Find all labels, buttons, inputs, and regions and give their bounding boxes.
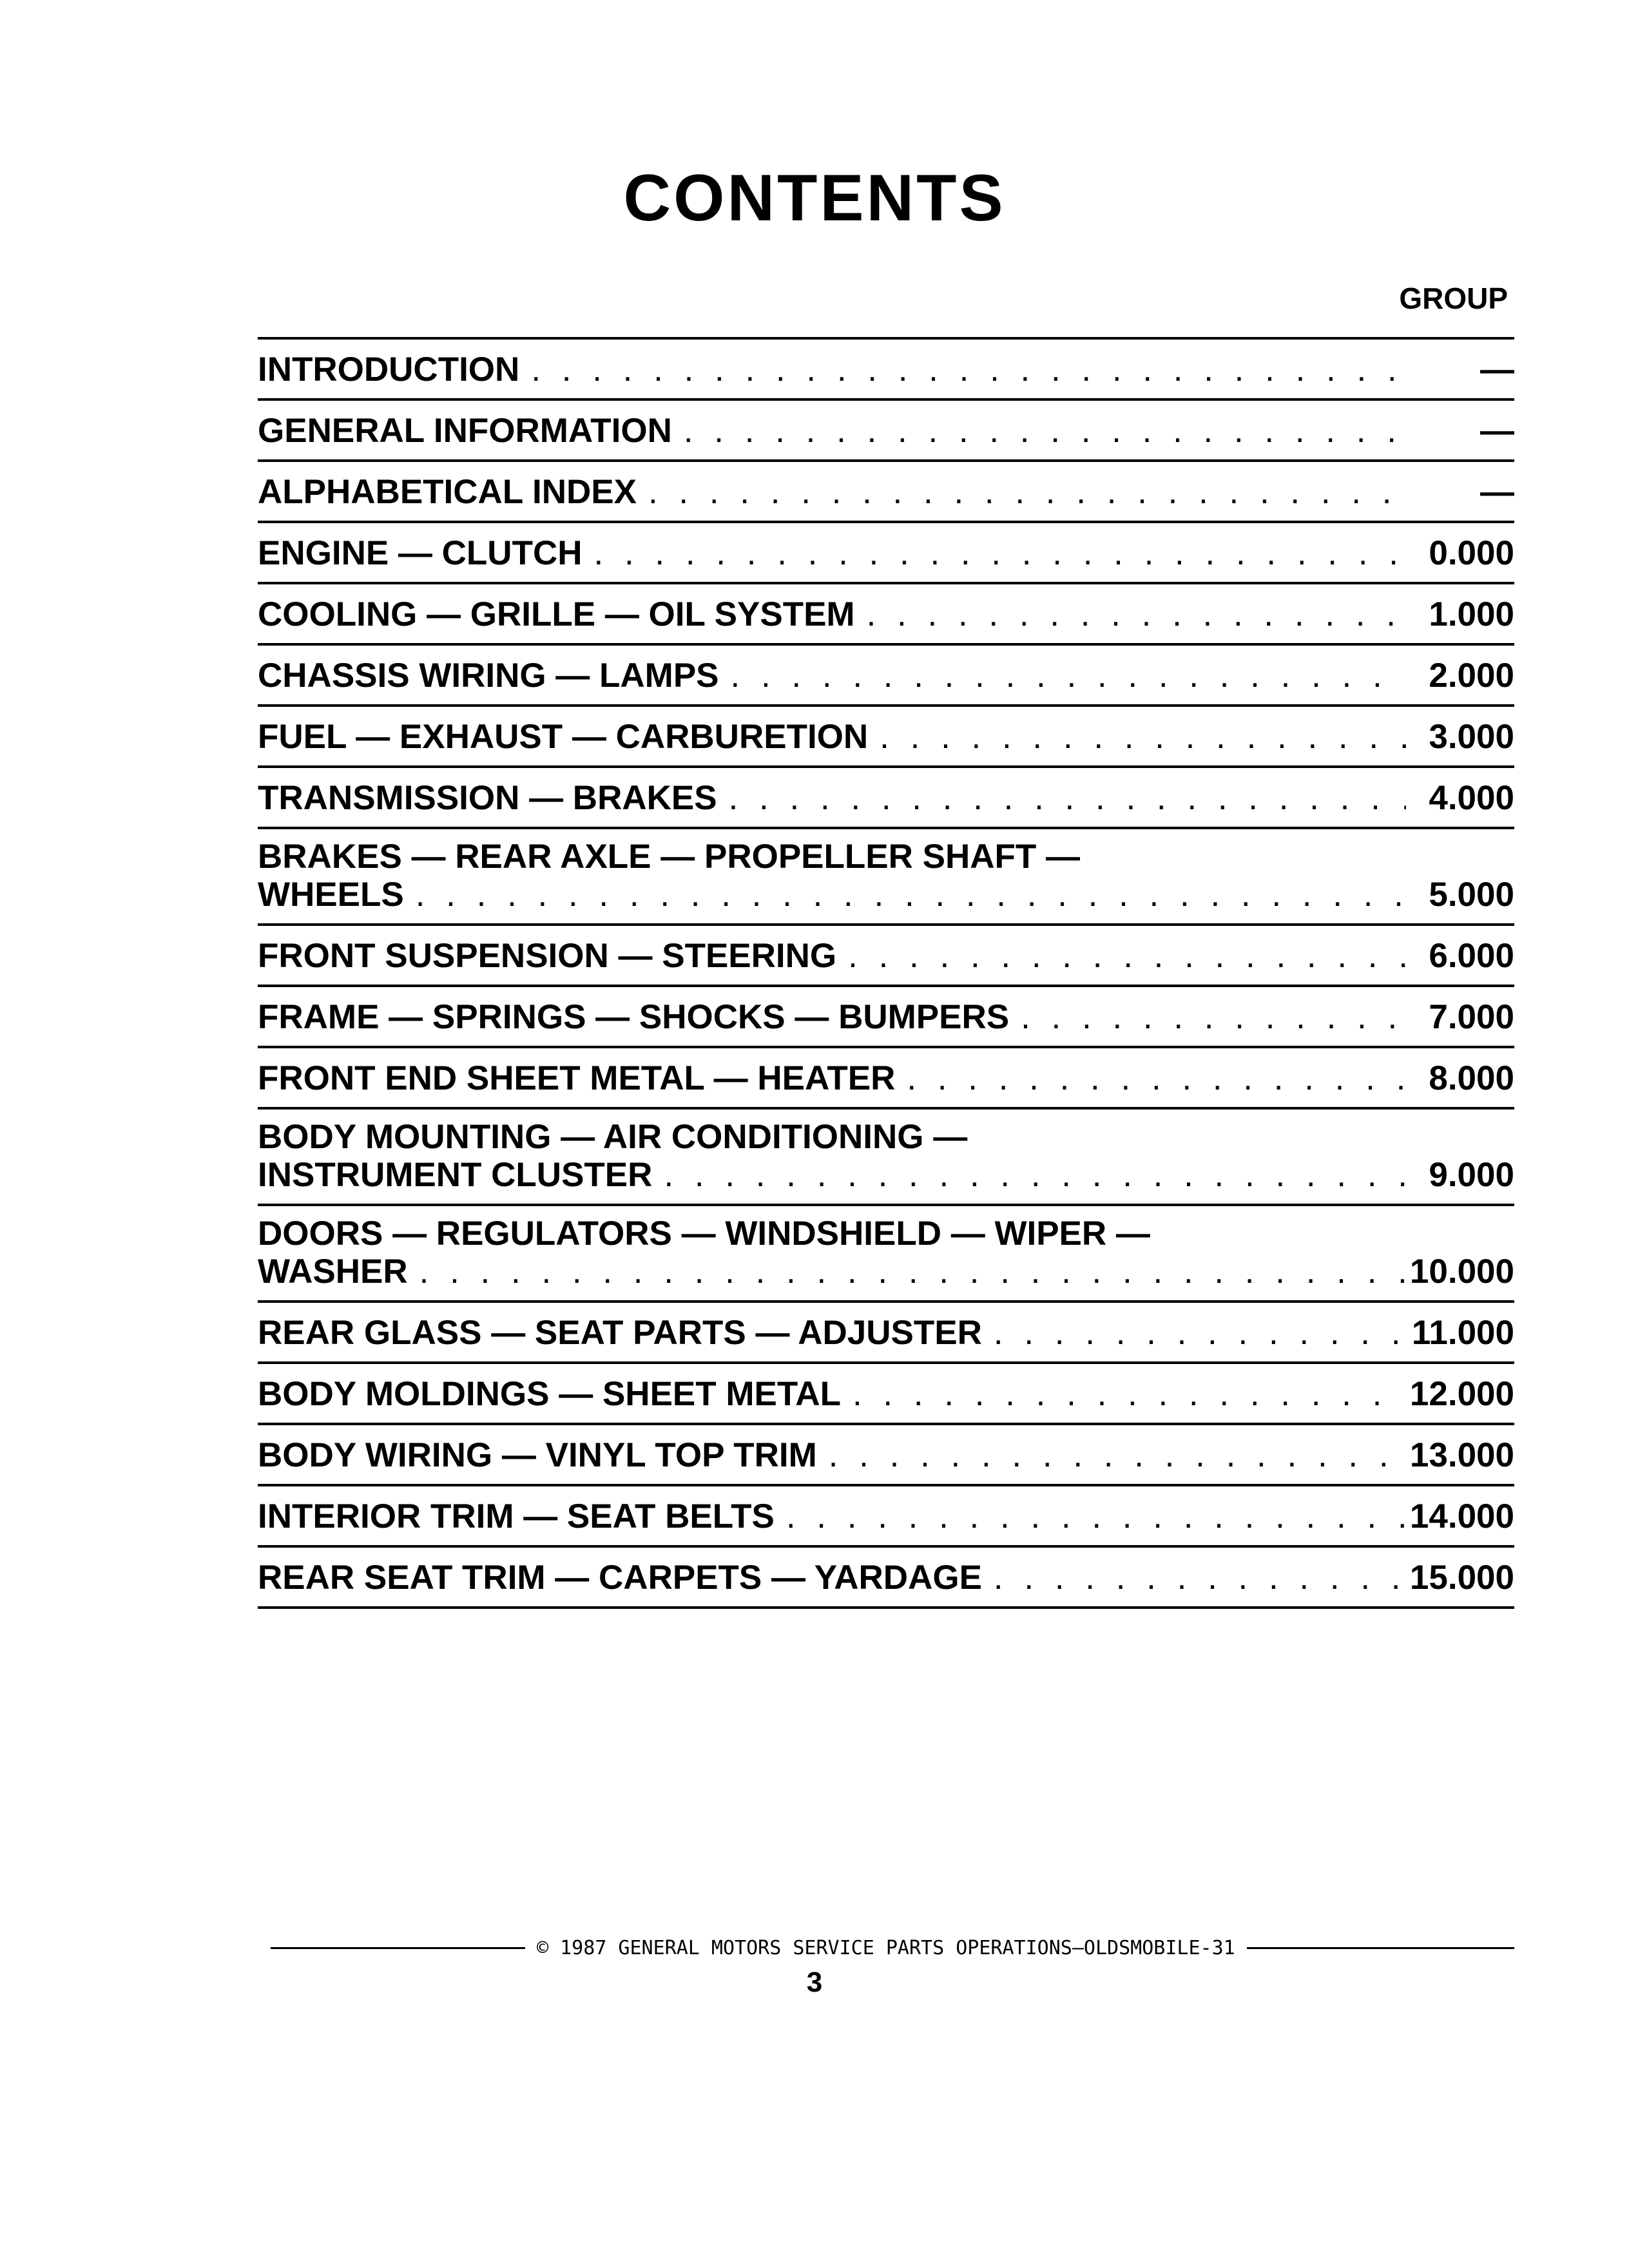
toc-entry-rear-seat-trim[interactable] xyxy=(258,1548,1514,1609)
dot-leader xyxy=(848,939,1406,973)
toc-entry-group: 3.000 xyxy=(1429,718,1514,756)
toc-entry-label: GENERAL INFORMATION xyxy=(258,412,672,450)
toc-entry-doors-regulators[interactable] xyxy=(258,1206,1514,1303)
toc-entry-label: FRAME — SPRINGS — SHOCKS — BUMPERS xyxy=(258,998,1010,1036)
toc-entry-brakes-rear-axle[interactable] xyxy=(258,829,1514,926)
page-title: CONTENTS xyxy=(623,161,1006,235)
dot-leader xyxy=(664,1158,1406,1192)
toc-entry-group: — xyxy=(1480,473,1514,511)
page-number: 3 xyxy=(806,1966,823,1998)
toc-entry-frame-springs[interactable] xyxy=(258,987,1514,1048)
toc-entry-group: 10.000 xyxy=(1409,1253,1514,1291)
toc-entry-label-line1: BRAKES — REAR AXLE — PROPELLER SHAFT — xyxy=(258,838,1081,876)
toc-entry-group: — xyxy=(1480,412,1514,450)
toc-entry-group: 1.000 xyxy=(1429,595,1514,633)
dot-leader xyxy=(731,658,1406,693)
toc-entry-label: FUEL — EXHAUST — CARBURETION xyxy=(258,718,869,756)
toc-entry-front-end-sheet-metal[interactable] xyxy=(258,1048,1514,1110)
toc-entry-label: COOLING — GRILLE — OIL SYSTEM xyxy=(258,595,855,633)
toc-entry-interior-trim[interactable] xyxy=(258,1486,1514,1548)
dot-leader xyxy=(994,1561,1405,1595)
toc-entry-alphabetical-index[interactable] xyxy=(258,462,1514,523)
toc-entry-label-line1: DOORS — REGULATORS — WINDSHIELD — WIPER — xyxy=(258,1215,1150,1253)
toc-entry-fuel-exhaust[interactable] xyxy=(258,707,1514,768)
toc-entry-group: — xyxy=(1480,351,1514,389)
toc-entry-label: REAR GLASS — SEAT PARTS — ADJUSTER xyxy=(258,1314,982,1352)
toc-entry-cooling[interactable] xyxy=(258,584,1514,646)
toc-entry-group: 15.000 xyxy=(1409,1559,1514,1597)
dot-leader xyxy=(729,781,1406,815)
footer xyxy=(271,1937,1514,1959)
copyright-text: © 1987 GENERAL MOTORS SERVICE PARTS OPERATIONS—OLDSMOBILE-31 xyxy=(537,1937,1235,1959)
toc-entry-label: WHEELS xyxy=(258,876,404,914)
dot-leader xyxy=(994,1316,1406,1350)
dot-leader xyxy=(907,1061,1406,1095)
toc-entry-group: 8.000 xyxy=(1429,1059,1514,1097)
contents-list xyxy=(258,337,1514,1609)
toc-entry-body-moldings[interactable] xyxy=(258,1364,1514,1425)
toc-entry-chassis-wiring[interactable] xyxy=(258,646,1514,707)
dot-leader xyxy=(684,414,1406,448)
dot-leader xyxy=(829,1438,1405,1472)
toc-entry-label: INSTRUMENT CLUSTER xyxy=(258,1156,653,1194)
group-column-header: GROUP xyxy=(1399,282,1508,315)
toc-entry-group: 13.000 xyxy=(1409,1436,1514,1474)
toc-entry-group: 2.000 xyxy=(1429,657,1514,695)
dot-leader xyxy=(1021,1000,1406,1034)
dot-leader xyxy=(880,720,1406,754)
toc-entry-transmission-brakes[interactable] xyxy=(258,768,1514,829)
toc-entry-engine-clutch[interactable] xyxy=(258,523,1514,584)
footer-rule-left xyxy=(271,1947,525,1949)
toc-entry-label: ENGINE — CLUTCH xyxy=(258,534,583,572)
toc-entry-introduction[interactable] xyxy=(258,340,1514,401)
toc-entry-label: FRONT SUSPENSION — STEERING xyxy=(258,937,837,975)
toc-entry-group: 6.000 xyxy=(1429,937,1514,975)
toc-entry-group: 11.000 xyxy=(1411,1314,1514,1352)
toc-entry-group: 4.000 xyxy=(1429,779,1514,817)
toc-entry-label: FRONT END SHEET METAL — HEATER xyxy=(258,1059,896,1097)
dot-leader xyxy=(531,352,1406,387)
toc-entry-rear-glass[interactable] xyxy=(258,1303,1514,1364)
toc-entry-label: INTRODUCTION xyxy=(258,351,520,389)
dot-leader xyxy=(867,597,1406,631)
dot-leader xyxy=(648,475,1406,509)
footer-rule-right xyxy=(1247,1947,1514,1949)
toc-entry-label: BODY WIRING — VINYL TOP TRIM xyxy=(258,1436,817,1474)
toc-entry-label: CHASSIS WIRING — LAMPS xyxy=(258,657,719,695)
dot-leader xyxy=(419,1254,1405,1289)
toc-entry-body-wiring[interactable] xyxy=(258,1425,1514,1486)
toc-entry-group: 12.000 xyxy=(1409,1375,1514,1413)
toc-entry-label: BODY MOLDINGS — SHEET METAL xyxy=(258,1375,841,1413)
dot-leader xyxy=(853,1377,1405,1411)
dot-leader xyxy=(786,1499,1405,1533)
toc-entry-label: TRANSMISSION — BRAKES xyxy=(258,779,717,817)
toc-entry-label: WASHER xyxy=(258,1253,408,1291)
toc-entry-group: 14.000 xyxy=(1409,1497,1514,1535)
toc-entry-label: INTERIOR TRIM — SEAT BELTS xyxy=(258,1497,775,1535)
toc-entry-group: 7.000 xyxy=(1429,998,1514,1036)
toc-entry-body-mounting[interactable] xyxy=(258,1110,1514,1206)
toc-entry-group: 5.000 xyxy=(1429,876,1514,914)
toc-entry-label: REAR SEAT TRIM — CARPETS — YARDAGE xyxy=(258,1559,982,1597)
dot-leader xyxy=(416,878,1406,912)
toc-entry-group: 9.000 xyxy=(1429,1156,1514,1194)
toc-entry-label-line1: BODY MOUNTING — AIR CONDITIONING — xyxy=(258,1118,968,1156)
dot-leader xyxy=(594,536,1407,570)
toc-entry-group: 0.000 xyxy=(1429,534,1514,572)
toc-entry-general-information[interactable] xyxy=(258,401,1514,462)
toc-entry-front-suspension[interactable] xyxy=(258,926,1514,987)
toc-entry-label: ALPHABETICAL INDEX xyxy=(258,473,637,511)
